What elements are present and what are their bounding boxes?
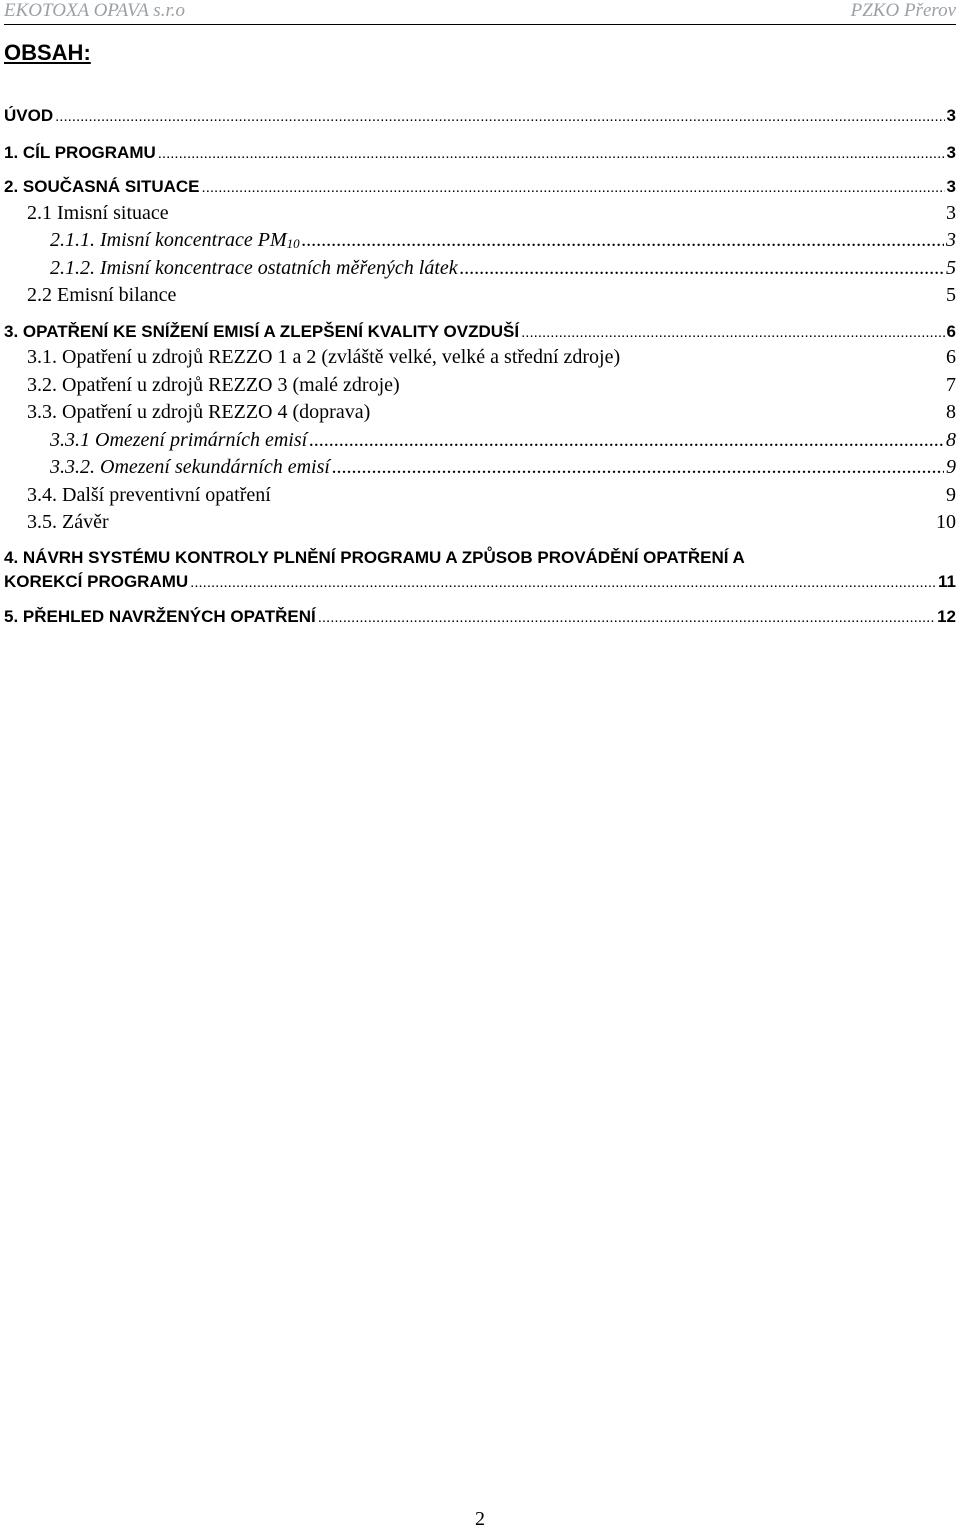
- toc-entry-page: 3: [946, 202, 956, 224]
- toc-leader: [318, 609, 935, 626]
- toc-entry-kontrola[interactable]: [4, 572, 956, 592]
- toc-entry-page: 5: [946, 284, 956, 306]
- toc-leader: [190, 574, 936, 591]
- header-project: PZKO Přerov: [850, 0, 956, 21]
- toc-entry-text: 3.3. Opatření u zdrojů REZZO 4 (doprava): [27, 401, 371, 423]
- toc-leader: [55, 108, 944, 125]
- toc-entry-rezzo-1-2[interactable]: [27, 346, 956, 369]
- toc-entry-page: 6: [946, 346, 956, 368]
- toc-title: OBSAH:: [4, 40, 91, 65]
- toc-entry-page: 9: [946, 456, 956, 478]
- toc-entry-ostatni-latky[interactable]: [50, 257, 956, 280]
- toc-leader: [460, 257, 944, 280]
- toc-entry-cil-programu[interactable]: [4, 143, 956, 163]
- toc-entry-text: ÚVOD: [4, 106, 54, 125]
- toc-entry-rezzo-4[interactable]: [27, 401, 956, 424]
- toc-entry-text: 3.5. Závěr: [27, 511, 109, 533]
- toc-leader: [309, 429, 944, 452]
- toc-entry-text: KOREKCÍ PROGRAMU: [4, 572, 189, 591]
- toc-entry-text: 2.1.2. Imisní koncentrace ostatních měřených látek: [50, 257, 458, 279]
- toc-entry-primarni-emise[interactable]: [50, 429, 956, 452]
- toc-entry-uvod[interactable]: [4, 106, 956, 126]
- toc-entry-page: 11: [938, 572, 956, 591]
- toc-entry-page: 3: [946, 143, 956, 162]
- page-number: 2: [475, 1508, 485, 1530]
- page-header: [4, 0, 956, 25]
- toc-entry-page: 3: [946, 229, 956, 251]
- toc-entry-imisni-situace[interactable]: [27, 202, 956, 225]
- toc-entry-text: 3.3.1 Omezení primárních emisí: [50, 429, 308, 451]
- toc-entry-page: 3: [946, 106, 956, 125]
- toc-entry-sekundarni-emise[interactable]: [50, 456, 956, 479]
- toc-entry-page: 8: [946, 401, 956, 423]
- toc-entry-text: 2.1.1. Imisní koncentrace $PM_{10}$: [50, 229, 300, 251]
- toc-leader: [158, 145, 945, 162]
- toc-entry-rezzo-3[interactable]: [27, 374, 956, 397]
- toc-leader: [332, 456, 944, 479]
- toc-entry-text: 5. PŘEHLED NAVRŽENÝCH OPATŘENÍ: [4, 607, 316, 626]
- toc-entry-page: 8: [946, 429, 956, 451]
- toc-entry-zaver[interactable]: [27, 511, 956, 534]
- toc-entry-page: 9: [946, 484, 956, 506]
- toc-entry-subscript: 10: [286, 236, 300, 251]
- toc-entry-text: 3. OPATŘENÍ KE SNÍŽENÍ EMISÍ A ZLEPŠENÍ KVALITY OVZDUŠÍ: [4, 322, 520, 341]
- toc-leader: [302, 229, 944, 252]
- toc-entry-text: 3.3.2. Omezení sekundárních emisí: [50, 456, 330, 478]
- toc-entry-page: 12: [937, 607, 956, 626]
- toc-entry-text: 3.2. Opatření u zdrojů REZZO 3 (malé zdroje): [27, 374, 400, 396]
- toc-entry-page: 7: [946, 374, 956, 396]
- header-company: EKOTOXA OPAVA s.r.o: [4, 0, 185, 21]
- toc-leader: [202, 179, 945, 196]
- toc-entry-page: 10: [936, 511, 956, 533]
- toc-entry-emisni-bilance[interactable]: [27, 284, 956, 307]
- toc-entry-prehled-opatreni[interactable]: [4, 607, 956, 627]
- toc-entry-text: 2. SOUČASNÁ SITUACE: [4, 177, 200, 196]
- toc-entry-text: 3.1. Opatření u zdrojů REZZO 1 a 2 (zvláště velké, velké a střední zdroje): [27, 346, 621, 368]
- toc-entry-text: 2.1 Imisní situace: [27, 202, 169, 224]
- toc-entry-pm10[interactable]: [50, 229, 956, 252]
- toc-entry-preventivni-opatreni[interactable]: [27, 484, 956, 507]
- toc-leader: [521, 324, 944, 341]
- toc-entry-page: 5: [946, 257, 956, 279]
- toc-entry-page: 3: [946, 177, 956, 196]
- toc-entry-soucasna-situace[interactable]: [4, 177, 956, 197]
- toc-entry-text: 1. CÍL PROGRAMU: [4, 143, 156, 162]
- toc-entry-kontrola-line1[interactable]: 4. NÁVRH SYSTÉMU KONTROLY PLNĚNÍ PROGRAMU A ZPŮSOB PROVÁDĚNÍ OPATŘENÍ A: [4, 548, 745, 567]
- toc-entry-text: 3.4. Další preventivní opatření: [27, 484, 271, 506]
- toc-entry-text: 2.2 Emisní bilance: [27, 284, 177, 306]
- toc-entry-page: 6: [946, 322, 956, 341]
- toc-entry-opatreni[interactable]: [4, 322, 956, 342]
